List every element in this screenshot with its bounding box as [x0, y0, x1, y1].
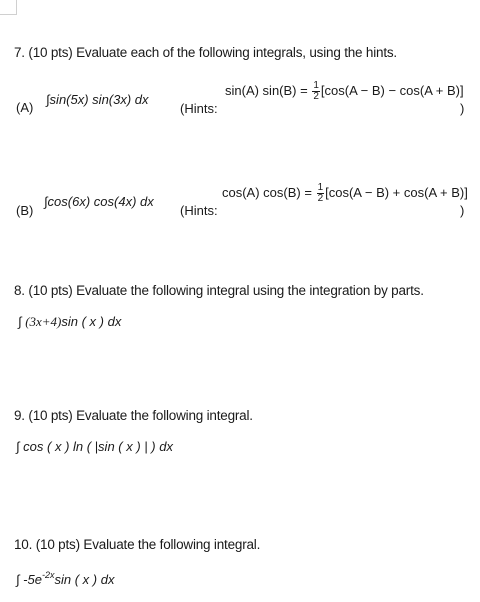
q7-b-hint-fraction	[317, 183, 325, 204]
q7-a-hint-fraction	[312, 81, 320, 102]
q7-b-frac-den: 2	[317, 193, 324, 204]
q8-integral-poly: (3x+4)	[25, 314, 62, 329]
q7-b-label: (B)	[16, 203, 34, 218]
q8-integral-symbol: ∫	[18, 314, 22, 329]
q7-a-hints-label: (Hints:	[180, 101, 218, 116]
q7-a-hint-lhs: sin(A) sin(B) =	[225, 82, 308, 98]
q7-a-frac-num: 1	[313, 80, 319, 91]
q7-a-close-paren: )	[460, 101, 465, 116]
q7-b-hint-lhs: cos(A) cos(B) =	[222, 184, 312, 200]
q7-b-hint-formula	[222, 183, 468, 204]
q7-a-frac-den: 2	[313, 91, 319, 102]
q8-integral-rest: sin ( x ) dx	[61, 314, 122, 329]
q7-a-label: (A)	[16, 100, 34, 115]
q7-b-hint-rhs: [cos(A − B) + cos(A + B)]	[325, 184, 468, 200]
q7-a-integral: ∫sin(5x) sin(3x) dx	[46, 92, 149, 107]
q10-integral-pre: ∫ -5e	[16, 572, 42, 587]
q8-integral	[18, 314, 121, 330]
q7-b-integral: ∫cos(6x) cos(4x) dx	[44, 194, 154, 209]
q10-integral	[16, 570, 114, 587]
q7-a-hint-formula	[225, 81, 464, 102]
q10-exponent: -2x	[41, 570, 55, 580]
q10-title: 10. (10 pts) Evaluate the following integral.	[14, 537, 261, 552]
q7-a-hint-rhs: [cos(A − B) − cos(A + B)]	[320, 82, 464, 98]
q8-title: 8. (10 pts) Evaluate the following integral using the integration by parts.	[14, 283, 424, 298]
q9-integral: ∫ cos ( x ) ln ( |sin ( x ) | ) dx	[16, 439, 173, 454]
q9-title: 9. (10 pts) Evaluate the following integral.	[14, 408, 253, 423]
q7-b-frac-num: 1	[317, 182, 324, 193]
q7-b-hints-label: (Hints:	[180, 203, 218, 218]
q7-title: 7. (10 pts) Evaluate each of the following integrals, using the hints.	[14, 45, 397, 60]
q7-b-close-paren: )	[460, 203, 465, 218]
page-corner-marker	[0, 0, 17, 15]
q10-integral-post: sin ( x ) dx	[54, 572, 115, 587]
